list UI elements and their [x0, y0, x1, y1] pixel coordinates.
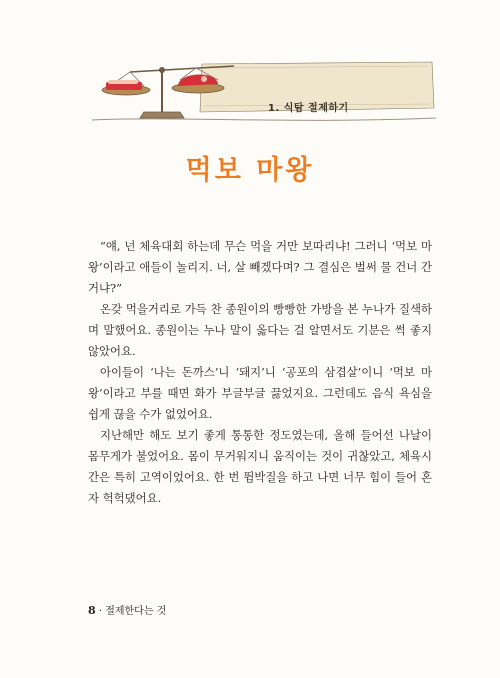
story-text — [88, 236, 432, 509]
scale-illustration — [92, 58, 436, 126]
paragraph: 아이들이 ‘나는 돈까스’니 ‘돼지’니 ‘공포의 삼겹살’이니 ‘먹보 마왕’이라고 부를 때면 화가 부글부글 끓었지요. 그런데도 음식 욕심을 쉽게 끊을 수가 없었어요. — [88, 365, 432, 421]
running-book-title: · 절제한다는 것 — [98, 606, 167, 617]
chapter-banner — [92, 58, 436, 126]
paragraph: 온갖 먹을거리로 가득 찬 종원이의 빵빵한 가방을 본 누나가 질색하며 말했어요. 종원이는 누나 말이 옳다는 걸 알면서도 기분은 썩 좋지 않았어요. — [88, 302, 432, 358]
page-footer — [88, 602, 166, 617]
chapter-title: 먹보 마왕 — [185, 155, 315, 186]
page-number: 8 — [88, 604, 96, 617]
chapter-label: 1. 식탐 절제하기 — [268, 103, 349, 114]
paragraph: 지난해만 해도 보기 좋게 통통한 정도였는데, 올해 들어선 나날이 몸무게가 불었어요. 몸이 무거워지니 움직이는 것이 귀찮았고, 체육시간은 특히 고역이었어요. 한 번 뜀박질을 하고 나면 너무 힘이 들어 혼자 헉헉댔어요. — [88, 428, 432, 505]
paragraph: “얘, 넌 체육대회 하는데 무슨 먹을 거만 보따리냐! 그러니 ‘먹보 마왕’이라고 애들이 놀리지. 너, 살 빼겠다며? 그 결심은 벌써 물 건너 간 거냐?” — [88, 239, 432, 295]
